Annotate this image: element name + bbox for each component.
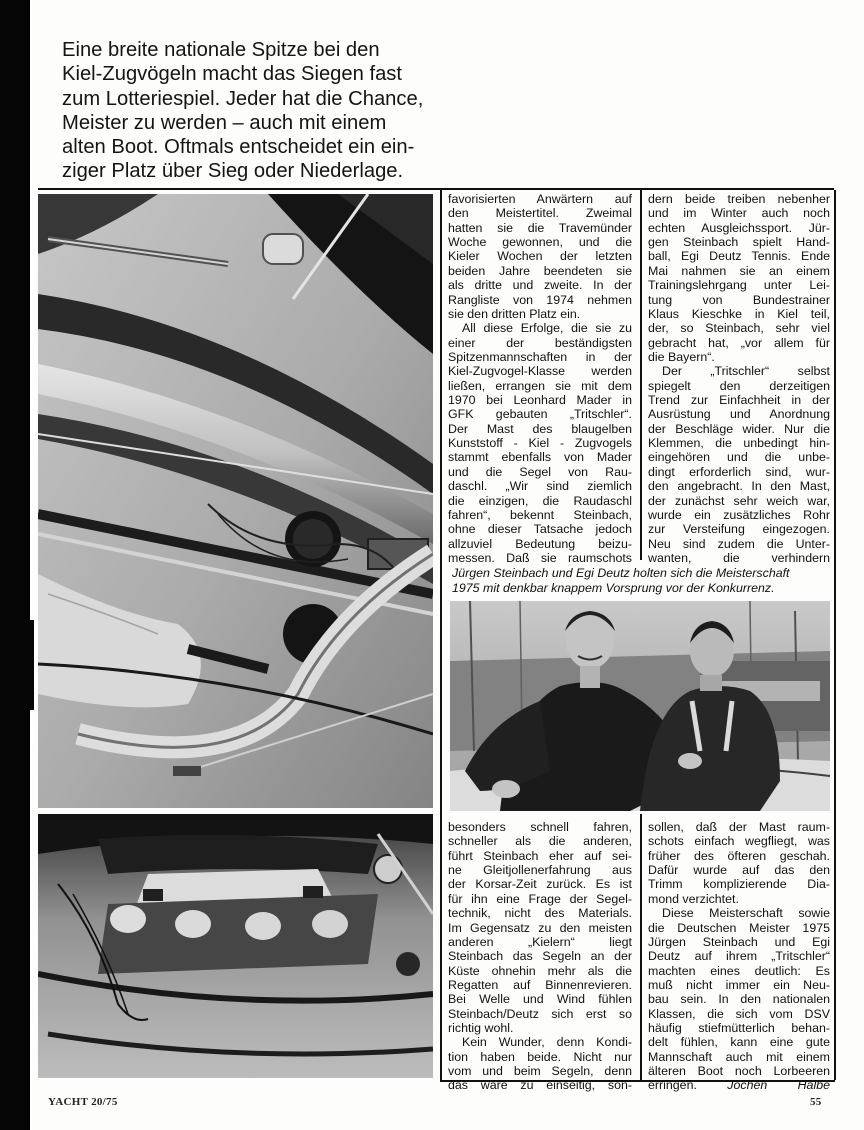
text-line: älteren Boot noch Lorbeeren [648,1064,830,1079]
text-line: Steinbach das Segeln an der [448,949,632,964]
column-rule [640,814,642,1080]
text-line: besonders schnell fahren, [448,820,632,834]
text-line: hatten sie die Travemünder [448,220,632,235]
text-column-a [448,192,632,565]
text-line: Kunststoff - Kiel - Zugvogels [448,436,632,451]
text-line: für ihn eine Frage der Segel- [448,891,632,906]
text-column-b [648,192,830,565]
text-line: Ausrüstung und Anordnung [648,407,830,422]
text-line: Trimm komplizierende Dia- [648,877,830,892]
text-line: 1970 bei Leonhard Mader in [448,393,632,408]
text-line: muß nicht immer ein Neu- [648,977,830,992]
text-line: ne Gleitjollenerfahrung aus [448,863,632,878]
text-line: dingt erforderlich sind, wur- [648,464,830,479]
footer-page-number: 55 [810,1096,822,1108]
text-line: technik, nicht des Materials. [448,906,632,921]
text-line: Kiel-Zugvogel-Klasse werden [448,364,632,379]
text-line: gebracht hat, „vor allem für [648,335,830,350]
text-line: die Deutschen Meister 1975 [648,920,830,935]
author-signature: Jochen Halbe [727,1078,830,1093]
column-rule [640,190,642,560]
lead-line: Kiel-Zugvögeln macht das Siegen fast [62,63,403,86]
column-rule [834,190,836,1080]
text-line: beiden Jahre beendeten sie [448,263,632,278]
lead-line: ziger Platz über Sieg oder Niederlage. [62,160,404,183]
text-line: Rangliste von 1974 nehmen [448,292,632,307]
text-line: Steinbach/Deutz sich erst so [448,1006,632,1021]
text-line: Regatten auf Binnenrevieren. [448,977,632,992]
text-line: dern beide treiben nebenher [648,192,830,206]
text-line: Diese Meisterschaft sowie [662,906,830,921]
text-line: Dafür wurde auf das den [648,863,830,878]
text-line: ball, Egi Deutz Tennis. Ende [648,249,830,264]
text-line: den angebracht. In den Mast, [648,479,830,494]
text-line: delt fühlen, kann eine gute [648,1035,830,1050]
lead-line: zum Lotteriespiel. Jeder hat die Chance, [62,87,424,110]
text-line: einer der beständigsten [448,335,632,350]
text-line: Im Gegensatz zu den meisten [448,920,632,935]
sailors-portrait-photo [450,601,830,811]
text-line: Jürgen Steinbach und Egi [648,934,830,949]
text-line: Bei Welle und Wind fühlen [448,992,632,1007]
deck-fittings-illustration [38,194,433,808]
text-line: der zunächst sehr weich war, [648,493,830,508]
column-rule [440,190,442,1080]
text-line: messen. Daß sie raumschots [448,550,632,565]
text-line: schneller als die anderen, [448,834,632,849]
lead-line: alten Boot. Oftmals entscheidet ein ein- [62,136,415,159]
text-line: Neu sind zudem die Unter- [648,536,830,551]
text-line: und die Segel von Rau- [448,464,632,479]
text-line: wurde ein zusätzliches Rohr [648,507,830,522]
text-line: anderen „Kielern“ liegt [448,934,632,949]
text-line: echten Ausgleichssport. Jür- [648,220,830,235]
lead-line: Eine breite nationale Spitze bei den [62,39,380,61]
text-line: stammt ebenfalls von Mader [448,450,632,465]
text-line: Spitzenmannschaften in der [448,349,632,364]
text-line: favorisierten Anwärtern auf [448,192,632,206]
page-spine-notch [26,620,34,710]
text-line: schots einfach wegfliegt, was [648,834,830,849]
text-line: der Beschläge wider. Nur die [648,421,830,436]
text-line: Mannschaft auch mit einem [648,1049,830,1064]
text-line: und im Winter auch noch [648,206,830,221]
text-line: tion haben beide. Nicht nur [448,1049,632,1064]
cockpit-photo [38,814,433,1078]
text-line: zur Versteifung eingezogen. [648,522,830,537]
text-line: GFK gebauten „Tritschler“. [448,407,632,422]
text-line: den Meistertitel. Zweimal [448,206,632,221]
cockpit-illustration [38,814,433,1078]
text-line: spiegelt den derzeitigen [648,378,830,393]
text-line: wanten, die verhindern [648,550,830,565]
text-line [648,1078,830,1092]
text-line: führt Steinbach eher auf sei- [448,848,632,863]
text-line: Trainingslehrgang unter Lei- [648,278,830,293]
text-line: sollen, daß der Mast raum- [648,820,830,834]
text-line: All diese Erfolge, die sie zu [462,321,632,336]
text-line: Kieler Wochen der letzten [448,249,632,264]
text-line: der Korsar-Zeit zurück. Es ist [448,877,632,892]
text-line: richtig wohl. [448,1021,514,1036]
text-line: gen Steinbach spielt Hand- [648,235,830,250]
text-line: Klemmen, die unbedingt hin- [648,436,830,451]
caption-line: Jürgen Steinbach und Egi Deutz holten sich die Meisterschaft [452,566,790,580]
text-line: die einzigen, die Raudaschl [448,493,632,508]
text-line: Klassen, die sich vom DSV [648,1006,830,1021]
text-line: Deutz auf ihrem „Tritschler“ [648,949,830,964]
text-line: Mai nahmen sie an einem [648,263,830,278]
lead-paragraph [62,38,462,184]
deck-fittings-photo [38,194,433,808]
text-line: Woche gewonnen, und die [448,235,632,250]
text-line: häufig stiefmütterlich behan- [648,1021,830,1036]
text-line: daschl. „Wir sind ziemlich [448,479,632,494]
text-line: Der „Tritschler“ selbst [662,364,830,379]
text-line: sie den dritten Platz ein. [448,306,581,321]
text-line: machten eines deutlich: Es [648,963,830,978]
page-spine-shadow [0,0,30,1130]
text-line: eingehören und die unbe- [648,450,830,465]
closing-text: erringen. [648,1078,697,1093]
text-line: als dritte und zweite. In der [448,278,632,293]
text-line: bau sein. In den nationalen [648,992,830,1007]
text-line: Der Mast des blaugelben [448,421,632,436]
text-line: vom und beim Segeln, denn [448,1064,632,1079]
text-line: das wäre zu einseitig, son- [448,1078,632,1093]
text-line: der, so Steinbach, sehr viel [648,321,830,336]
text-line: ließen, errangen sie mit dem [448,378,632,393]
footer-magazine-issue: YACHT 20/75 [48,1096,118,1108]
text-line: früher des öfteren geschah. [648,848,830,863]
text-line: allzuviel Bedeutung beizu- [448,536,632,551]
caption-line: 1975 mit denkbar knappem Vorsprung vor der Konkurrenz. [452,581,775,595]
photo-caption [452,566,830,596]
text-line: mond verzichtet. [648,891,739,906]
text-line: tung von Bundestrainer [648,292,830,307]
text-line: Klaus Kieschke in Kiel teil, [648,306,830,321]
text-line: die Bayern“. [648,349,715,364]
text-line: fahren“, bekennt Steinbach, [448,507,632,522]
text-line: ohne dieser Tatsache jedoch [448,522,632,537]
text-column-c [448,820,632,1093]
lead-line: Meister zu werden – auch mit einem [62,111,387,134]
text-line: Trend zur Einfachheit in der [648,393,830,408]
sailors-portrait-illustration [450,601,830,811]
text-column-d [648,820,830,1093]
header-rule [38,188,834,190]
text-line: Küste ohnehin mehr als die [448,963,632,978]
text-line: Kein Wunder, denn Kondi- [462,1035,632,1050]
